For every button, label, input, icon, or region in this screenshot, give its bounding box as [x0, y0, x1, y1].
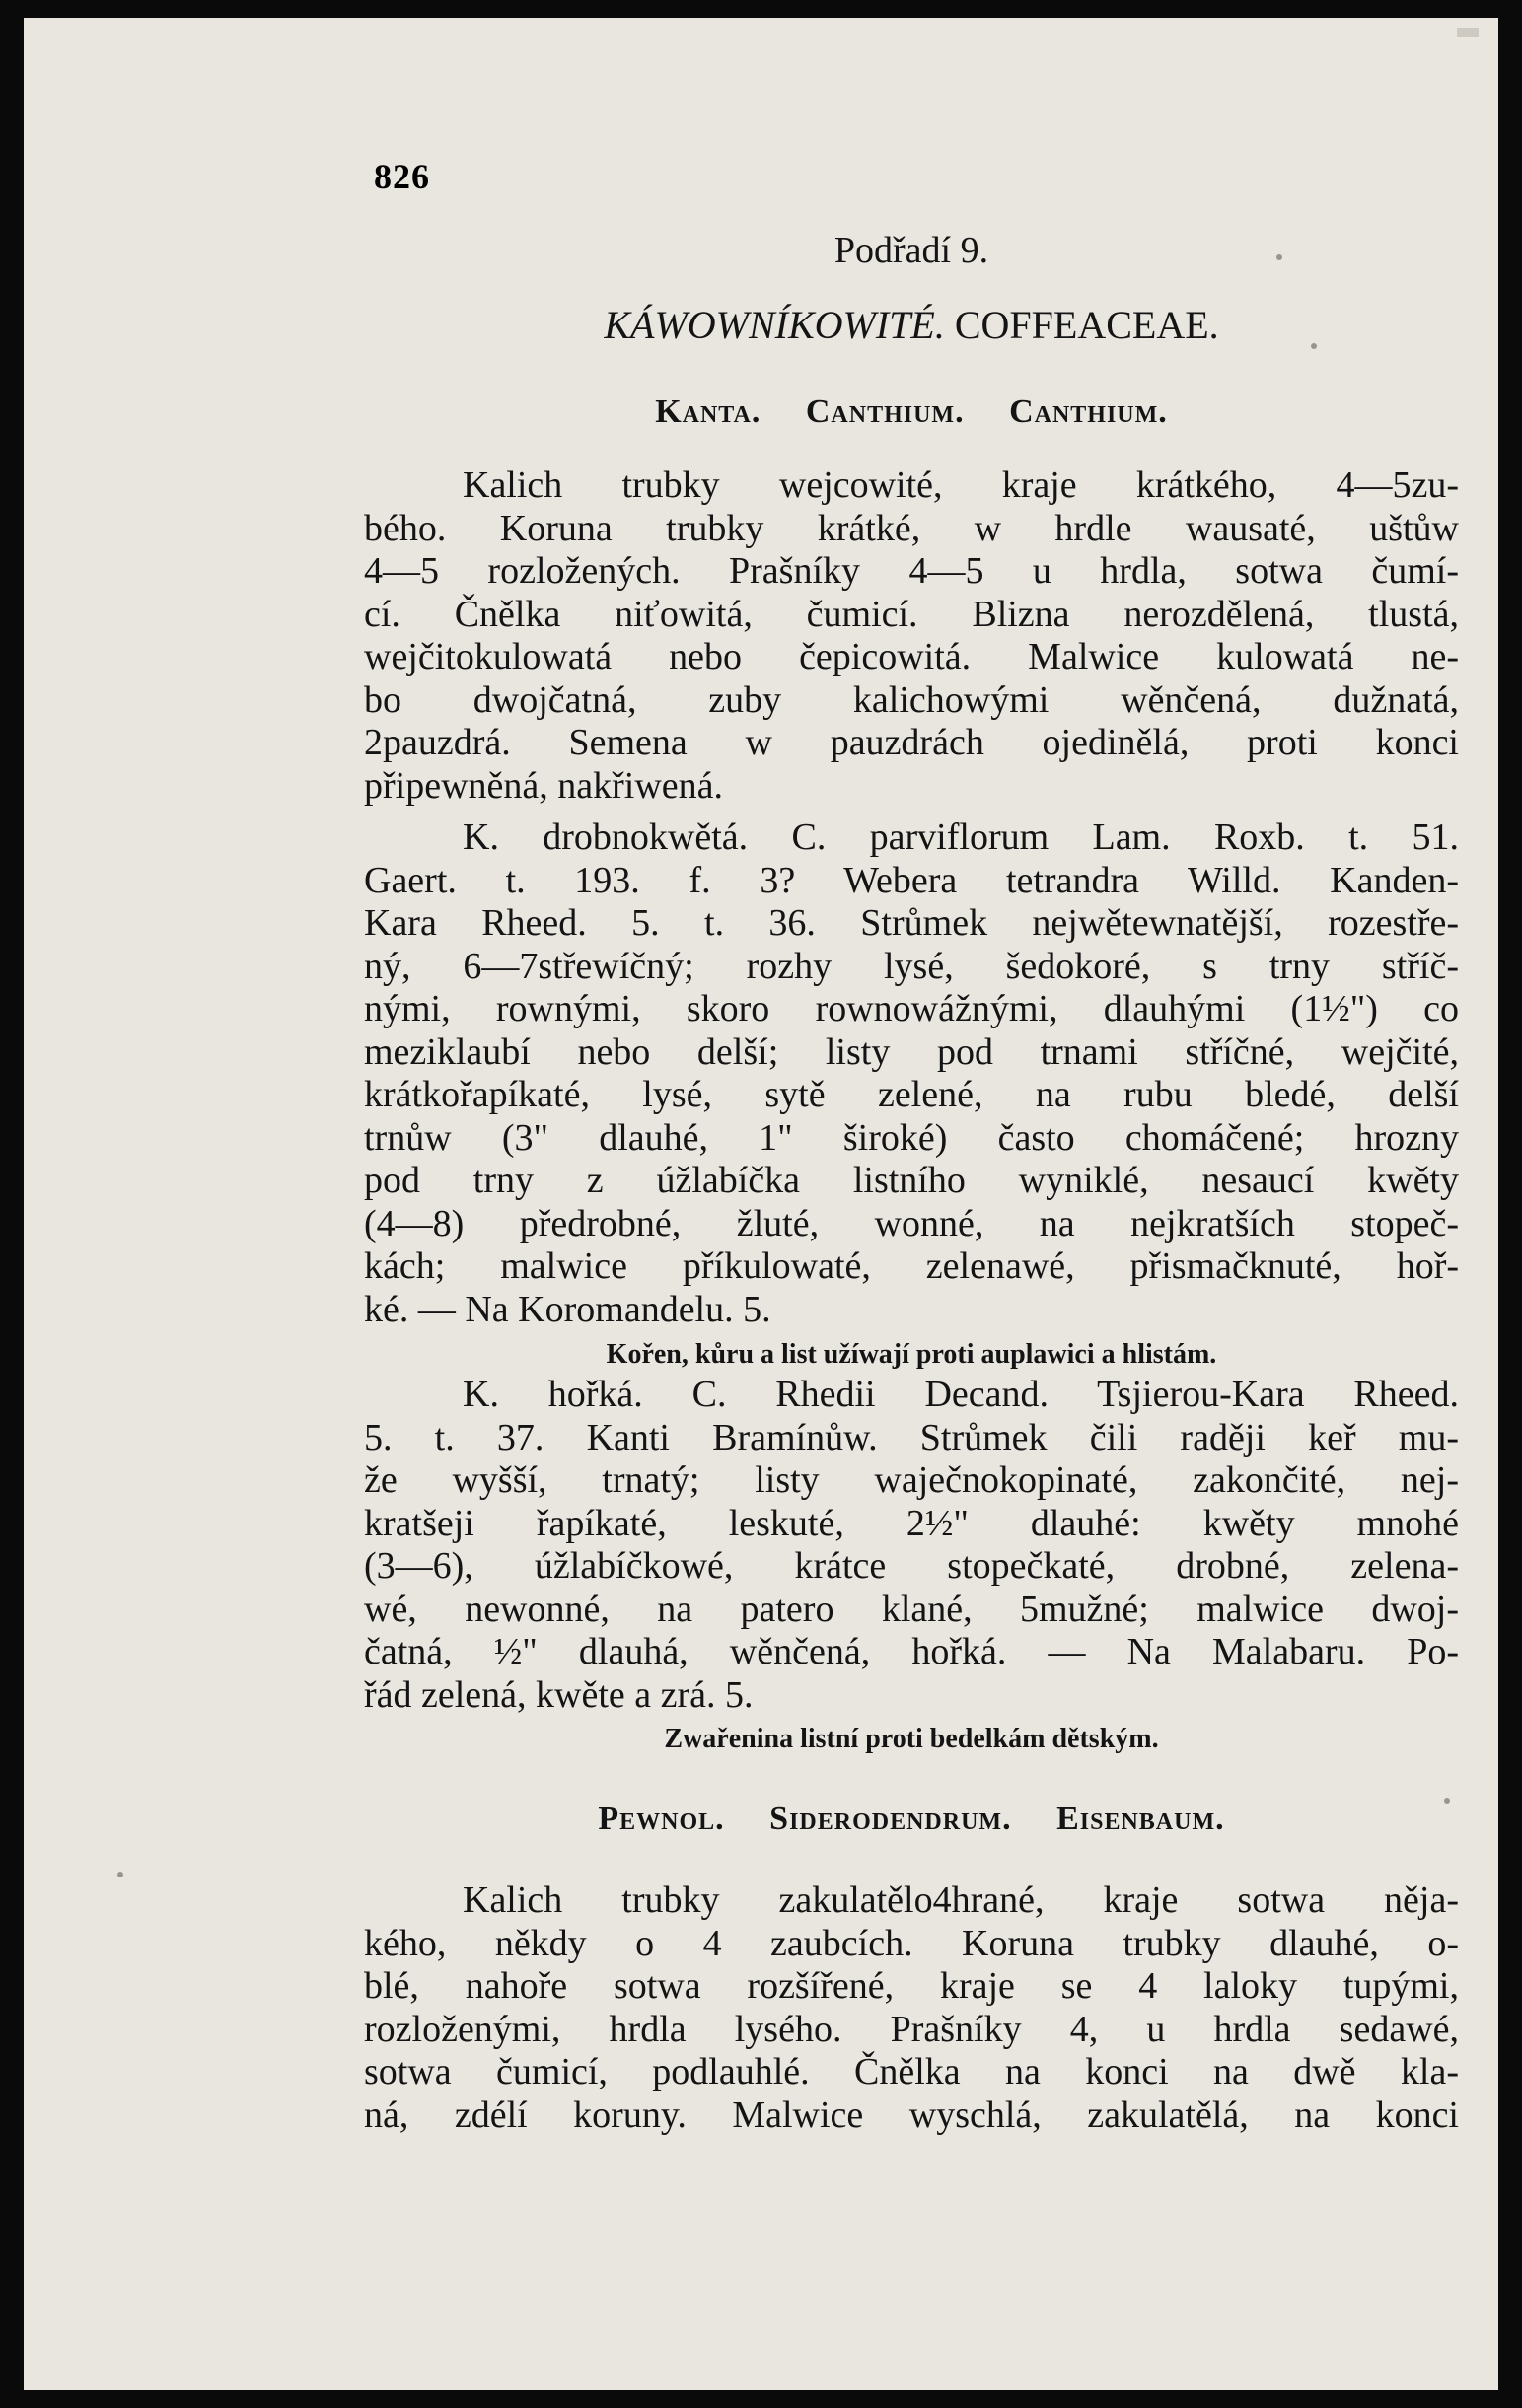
text-line: krátkořapíkaté, lysé, sytě zelené, na rubu bledé, delší	[364, 1074, 1459, 1115]
genus-latin-name: Canthium.	[805, 393, 965, 430]
text-line: 2pauzdrá. Semena w pauzdrách ojedinělá, proti konci	[364, 722, 1459, 763]
genus-latin-name: Siderodendrum.	[769, 1801, 1012, 1837]
text-line: Kalich trubky zakulatělo4hrané, kraje sotwa něja-	[463, 1879, 1459, 1921]
usage-note: Kořen, kůru a list užíwají proti auplawici a hlistám.	[606, 1339, 1217, 1370]
text-line: kého, někdy o 4 zaubcích. Koruna trubky dlauhé, o-	[364, 1922, 1459, 1964]
genus-heading-canthium	[364, 390, 1459, 434]
genus-czech-name: Kanta.	[655, 393, 761, 430]
family-heading	[364, 304, 1459, 347]
text-line: čatná, ½" dlauhá, wěnčená, hořká. — Na Malabaru. Po-	[364, 1631, 1459, 1672]
page-edge-mark	[1457, 28, 1479, 37]
text-line: pod trny z úžlabíčka listního wyniklé, nesaucí kwěty	[364, 1160, 1459, 1201]
text-line: K. hořká. C. Rhedii Decand. Tsjierou-Kara Rheed.	[463, 1374, 1459, 1415]
text-line: blé, nahoře sotwa rozšířené, kraje se 4 laloky tupými,	[364, 1965, 1459, 2007]
text-line: meziklaubí nebo delší; listy pod trnami stříčné, wejčité,	[364, 1030, 1459, 1073]
text-line: řád zelená, kwěte a zrá. 5.	[364, 1673, 754, 1716]
text-line: K. drobnokwětá. C. parviflorum Lam. Roxb. t. 51.	[463, 816, 1459, 858]
genus-description-canthium	[364, 464, 1459, 808]
genus-description-siderodendrum	[364, 1879, 1459, 2137]
page-number: 826	[374, 157, 430, 196]
text-line: rozloženými, hrdla lysého. Prašníky 4, u hrdla sedawé,	[364, 2008, 1459, 2050]
usage-note: Zwařenina listní proti bedelkám dětským.	[664, 1724, 1159, 1754]
text-line: wejčitokulowatá nebo čepicowitá. Malwice kulowatá ne-	[364, 636, 1459, 677]
text-line: (3—6), úžlabíčkowé, krátce stopečkaté, drobné, zelena-	[364, 1545, 1459, 1587]
text-line: že wyšší, trnatý; listy waječnokopinaté, zakončité, nej-	[364, 1459, 1459, 1501]
text-line: trnůw (3" dlauhé, 1" široké) často chomáčené; hrozny	[364, 1116, 1459, 1159]
text-line: Kara Rheed. 5. t. 36. Strůmek nejwětewnatější, rozestře-	[364, 902, 1459, 944]
text-line: Kalich trubky wejcowité, kraje krátkého, 4—5zu-	[463, 464, 1459, 506]
text-line: nými, rownými, skoro rownowážnými, dlauhými (1½") co	[364, 988, 1459, 1029]
genus-czech-name: Pewnol.	[598, 1801, 725, 1837]
suborder-heading: Podřadí 9.	[833, 230, 989, 271]
family-czech-name: KÁWOWNÍKOWITÉ.	[604, 303, 945, 347]
text-line: wé, newonné, na patero klané, 5mužné; malwice dwoj-	[364, 1588, 1459, 1630]
text-line: kách; malwice příkulowaté, zelenawé, přismačknuté, hoř-	[364, 1245, 1459, 1287]
text-line: 4—5 rozložených. Prašníky 4—5 u hrdla, sotwa čumí-	[364, 550, 1459, 592]
text-line: bo dwojčatná, zuby kalichowými wěnčená, dužnatá,	[364, 678, 1459, 721]
species-description-parviflorum	[364, 816, 1459, 1331]
book-page	[24, 18, 1498, 2390]
text-line: cí. Čnělka niťowitá, čumicí. Blizna nerozdělená, tlustá,	[364, 593, 1459, 635]
species-description-rhedii	[364, 1374, 1459, 1717]
text-line: ná, zdélí koruny. Malwice wyschlá, zakulatělá, na konci	[364, 2093, 1459, 2136]
genus-german-name: Eisenbaum.	[1056, 1801, 1225, 1837]
paper-speck	[117, 1872, 123, 1877]
text-line: sotwa čumicí, podlauhlé. Čnělka na konci na dwě kla-	[364, 2051, 1459, 2092]
text-line: (4—8) předrobné, žluté, wonné, na nejkratších stopeč-	[364, 1202, 1459, 1244]
text-line: 5. t. 37. Kanti Bramínůw. Strůmek čili raději keř mu-	[364, 1416, 1459, 1458]
text-line: Gaert. t. 193. f. 3? Webera tetrandra Willd. Kanden-	[364, 859, 1459, 901]
text-line: bého. Koruna trubky krátké, w hrdle wausaté, uštůw	[364, 507, 1459, 549]
text-line: ké. — Na Koromandelu. 5.	[364, 1288, 771, 1330]
genus-german-name: Canthium.	[1009, 393, 1168, 430]
genus-heading-siderodendrum	[364, 1798, 1459, 1841]
text-line: kratšeji řapíkaté, leskuté, 2½" dlauhé: kwěty mnohé	[364, 1502, 1459, 1544]
text-line: ný, 6—7střewíčný; rozhy lysé, šedokoré, s trny stříč-	[364, 945, 1459, 987]
family-latin-name: COFFEACEAE.	[954, 303, 1219, 347]
text-line: připewněná, nakřiwená.	[364, 764, 724, 807]
